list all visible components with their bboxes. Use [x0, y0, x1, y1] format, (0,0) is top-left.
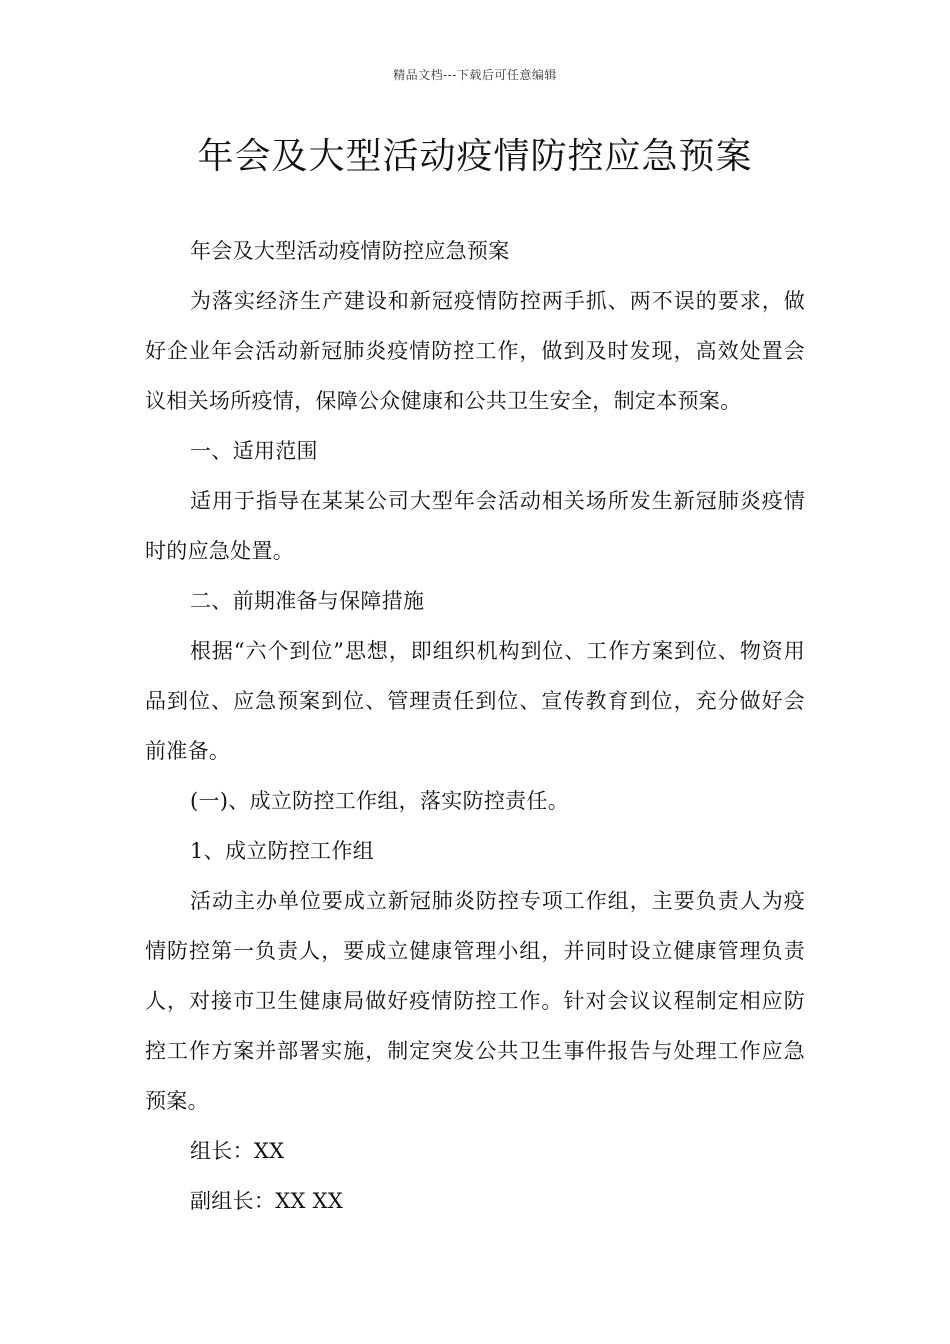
- document-title: 年会及大型活动疫情防控应急预案: [197, 136, 753, 177]
- item-heading-team: 1、成立防控工作组: [190, 839, 375, 863]
- subtitle-paragraph: 年会及大型活动疫情防控应急预案: [190, 239, 510, 263]
- header-note: 精品文档---下载后可任意编辑: [393, 68, 557, 82]
- scope-paragraph: 适用于指导在某某公司大型年会活动相关场所发生新冠肺炎疫情时的应急处置。: [145, 489, 805, 563]
- document-body: [145, 226, 805, 1226]
- subsection-heading-team: (一)、成立防控工作组，落实防控责任。: [190, 789, 570, 813]
- section-heading-preparation: 二、前期准备与保障措施: [190, 589, 425, 613]
- team-leader-line: 组长：XX: [190, 1139, 285, 1163]
- deputy-leader-line: 副组长：XX XX: [190, 1189, 344, 1213]
- preparation-paragraph: 根据“六个到位”思想，即组织机构到位、工作方案到位、物资用品到位、应急预案到位、管理责任到位、宣传教育到位，充分做好会前准备。: [145, 639, 805, 763]
- intro-paragraph: 为落实经济生产建设和新冠疫情防控两手抓、两不误的要求，做好企业年会活动新冠肺炎疫情防控工作，做到及时发现，高效处置会议相关场所疫情，保障公众健康和公共卫生安全，制定本预案。: [145, 289, 805, 413]
- team-paragraph: 活动主办单位要成立新冠肺炎防控专项工作组，主要负责人为疫情防控第一负责人，要成立健康管理小组，并同时设立健康管理负责人，对接市卫生健康局做好疫情防控工作。针对会议议程制定相应防控工作方案并部署实施，制定突发公共卫生事件报告与处理工作应急预案。: [145, 889, 805, 1113]
- section-heading-scope: 一、适用范围: [190, 439, 318, 463]
